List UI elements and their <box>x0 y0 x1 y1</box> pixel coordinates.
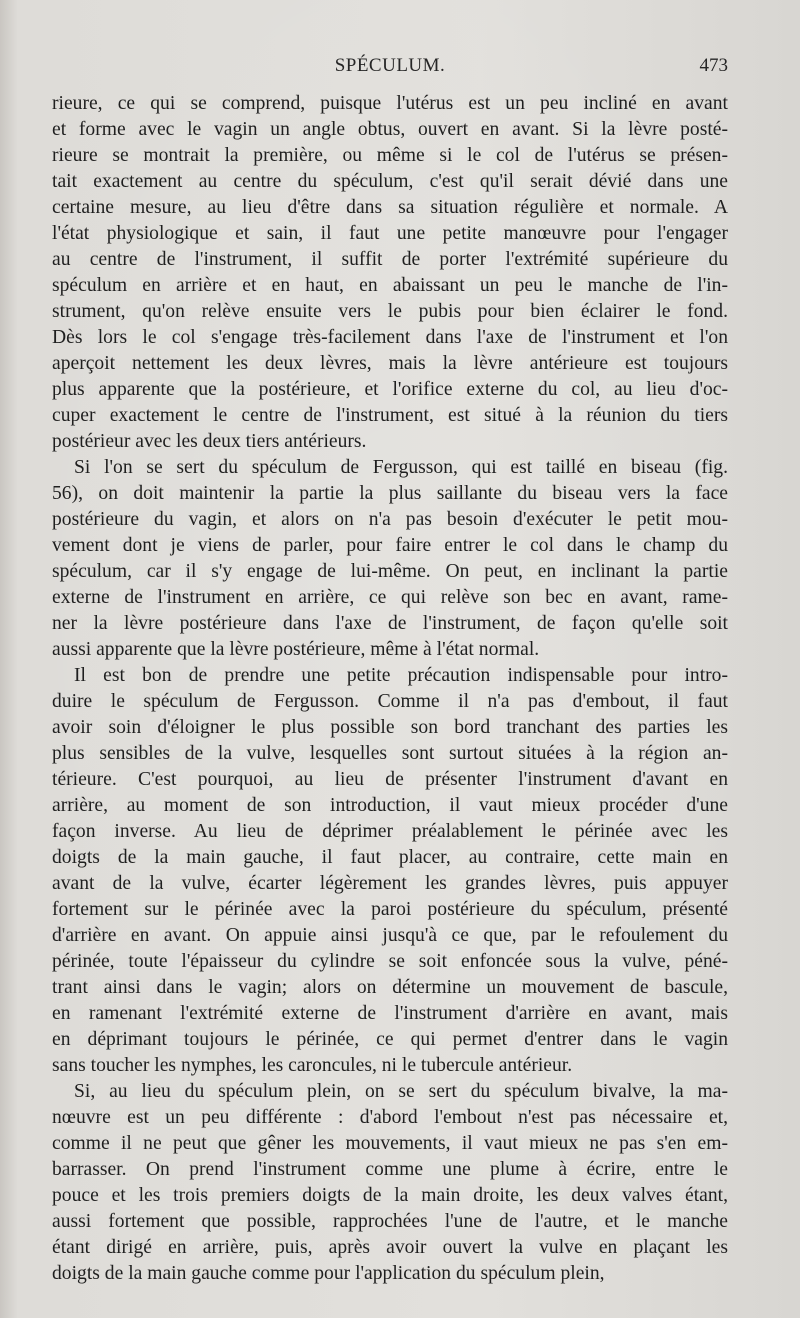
text-line: avant de la vulve, écarter légèrement les grandes lèvres, puis appuyer <box>52 873 728 894</box>
text-line: spéculum, car il s'y engage de lui-même. On peut, en inclinant la partie <box>52 561 728 582</box>
body-text <box>52 91 728 1287</box>
text-line: strument, qu'on relève ensuite vers le pubis pour bien éclairer le fond. <box>52 301 728 322</box>
text-line: aperçoit nettement les deux lèvres, mais la lèvre antérieure est toujours <box>52 353 728 374</box>
text-line: certaine mesure, au lieu d'être dans sa situation régulière et normale. A <box>52 197 728 218</box>
text-line: aussi fortement que possible, rapprochées l'une de l'autre, et le manche <box>52 1211 728 1232</box>
text-line: comme il ne peut que gêner les mouvements, il vaut mieux ne pas s'en em- <box>52 1133 728 1154</box>
text-line: plus apparente que la postérieure, et l'orifice externe du col, au lieu d'oc- <box>52 379 728 400</box>
text-line: barrasser. On prend l'instrument comme une plume à écrire, entre le <box>52 1159 728 1180</box>
text-line: périnée, toute l'épaisseur du cylindre se soit enfoncée sous la vulve, péné- <box>52 951 728 972</box>
text-line: l'état physiologique et sain, il faut une petite manœuvre pour l'engager <box>52 223 728 244</box>
text-line: fortement sur le périnée avec la paroi postérieure du spéculum, présenté <box>52 899 728 920</box>
text-line: duire le spéculum de Fergusson. Comme il n'a pas d'embout, il faut <box>52 691 728 712</box>
text-line: arrière, au moment de son introduction, il vaut mieux procéder d'une <box>52 795 728 816</box>
paragraph <box>52 663 728 1079</box>
text-line: façon inverse. Au lieu de déprimer préalablement le périnée avec les <box>52 821 728 842</box>
running-head <box>52 55 728 81</box>
text-line: étant dirigé en arrière, puis, après avoir ouvert la vulve en plaçant les <box>52 1237 728 1258</box>
text-line: vement dont je viens de parler, pour faire entrer le col dans le champ du <box>52 535 728 556</box>
text-line: ner la lèvre postérieure dans l'axe de l'instrument, de façon qu'elle soit <box>52 613 728 634</box>
text-line: rieure se montrait la première, ou même si le col de l'utérus se présen- <box>52 145 728 166</box>
text-line: postérieure du vagin, et alors on n'a pas besoin d'exécuter le petit mou- <box>52 509 728 530</box>
page-number: 473 <box>699 55 728 76</box>
text-line: en déprimant toujours le périnée, ce qui permet d'entrer dans le vagin <box>52 1029 728 1050</box>
text-line: d'arrière en avant. On appuie ainsi jusqu'à ce que, par le refoulement du <box>52 925 728 946</box>
text-line: en ramenant l'extrémité externe de l'instrument d'arrière en avant, mais <box>52 1003 728 1024</box>
running-title: SPÉCULUM. <box>334 55 446 76</box>
text-line: externe de l'instrument en arrière, ce qui relève son bec en avant, rame- <box>52 587 728 608</box>
text-line: Si l'on se sert du spéculum de Fergusson, qui est taillé en biseau (fig. <box>74 457 728 478</box>
text-line: 56), on doit maintenir la partie la plus saillante du biseau vers la face <box>52 483 728 504</box>
text-line: et forme avec le vagin un angle obtus, ouvert en avant. Si la lèvre posté- <box>52 119 728 140</box>
text-line: cuper exactement le centre de l'instrument, est situé à la réunion du tiers <box>52 405 728 426</box>
paragraph <box>52 1079 728 1287</box>
paragraph <box>52 91 728 455</box>
text-line: Dès lors le col s'engage très-facilement dans l'axe de l'instrument et l'on <box>52 327 728 348</box>
text-line: trant ainsi dans le vagin; alors on détermine un mouvement de bascule, <box>52 977 728 998</box>
text-line: sans toucher les nymphes, les caroncules, ni le tubercule antérieur. <box>52 1055 573 1076</box>
text-line: tait exactement au centre du spéculum, c'est qu'il serait dévié dans une <box>52 171 728 192</box>
text-line: spéculum en arrière et en haut, en abaissant un peu le manche de l'in- <box>52 275 728 296</box>
text-line: nœuvre est un peu différente : d'abord l'embout n'est pas nécessaire et, <box>52 1107 728 1128</box>
paragraph <box>52 455 728 663</box>
text-line: doigts de la main gauche, il faut placer, au contraire, cette main en <box>52 847 728 868</box>
text-line: pouce et les trois premiers doigts de la main droite, les deux valves étant, <box>52 1185 728 1206</box>
text-line: doigts de la main gauche comme pour l'application du spéculum plein, <box>52 1263 605 1284</box>
text-line: térieure. C'est pourquoi, au lieu de présenter l'instrument d'avant en <box>52 769 728 790</box>
text-line: aussi apparente que la lèvre postérieure, même à l'état normal. <box>52 639 540 660</box>
text-line: plus sensibles de la vulve, lesquelles sont surtout situées à la région an- <box>52 743 728 764</box>
text-line: postérieur avec les deux tiers antérieurs. <box>52 431 367 452</box>
text-line: au centre de l'instrument, il suffit de porter l'extrémité supérieure du <box>52 249 728 270</box>
text-line: avoir soin d'éloigner le plus possible son bord tranchant des parties les <box>52 717 728 738</box>
text-line: Si, au lieu du spéculum plein, on se sert du spéculum bivalve, la ma- <box>74 1081 728 1102</box>
text-line: Il est bon de prendre une petite précaution indispensable pour intro- <box>74 665 728 686</box>
text-line: rieure, ce qui se comprend, puisque l'utérus est un peu incliné en avant <box>52 93 728 114</box>
